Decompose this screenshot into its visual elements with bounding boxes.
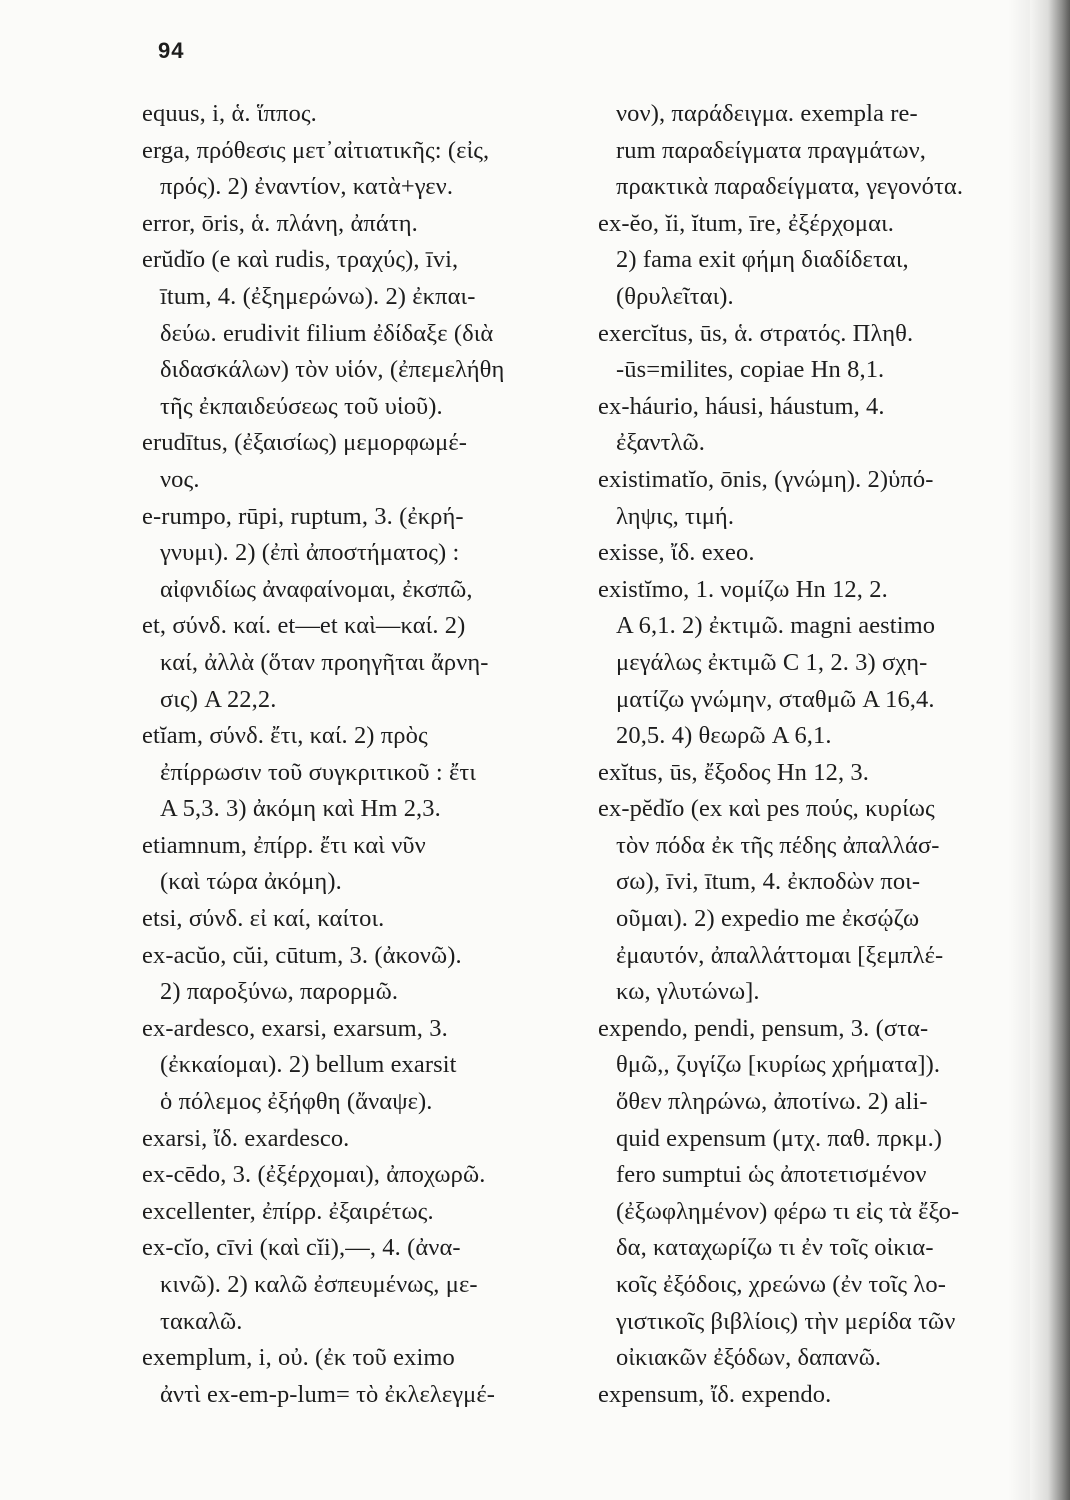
entry-continuation-line (142, 352, 582, 389)
entry-headword-line (142, 608, 582, 645)
line-text: existĭmo, 1. νομίζω Hn 12, 2. (598, 575, 888, 603)
line-text: rum παραδείγματα πραγμάτων, (616, 136, 926, 164)
entry-headword-line (142, 1230, 582, 1267)
entry-continuation-line (142, 682, 582, 719)
line-text: 2) fama exit φήμη διαδίδεται, (616, 246, 909, 274)
line-text: τακαλῶ. (160, 1307, 243, 1335)
line-text: equus, i, ἁ. ἵππος. (142, 100, 317, 127)
entry-continuation-line (598, 1047, 1044, 1084)
entry-continuation-line (142, 974, 582, 1011)
line-text: etĭam, σύνδ. ἔτι, καί. 2) πρὸς (142, 722, 428, 750)
line-text: ex-cĭo, cīvi (καὶ cĭi),—, 4. (ἀνα- (142, 1234, 461, 1262)
entry-continuation-line (598, 1194, 1044, 1231)
entry-headword-line (142, 1121, 582, 1158)
entry-headword-line (598, 572, 1044, 609)
entry-continuation-line (598, 828, 1044, 865)
entry-headword-line (598, 791, 1044, 828)
line-text: οῦμαι). 2) expedio me ἐκσῴζω (616, 905, 920, 933)
entry-headword-line (142, 938, 582, 975)
line-text: (καὶ τώρα ἀκόμη). (160, 868, 342, 896)
line-text: existimatĭo, ōnis, (γνώμη). 2)ὑπό- (598, 465, 934, 493)
line-text: ἐπίρρωσιν τοῦ συγκριτικοῦ : ἔτι (160, 758, 477, 786)
entry-continuation-line (142, 791, 582, 828)
entry-continuation-line (598, 1267, 1044, 1304)
line-text: πρακτικὰ παραδείγματα, γεγονότα. (616, 173, 964, 201)
line-text: ὅθεν πληρώνω, ἀποτίνω. 2) ali- (616, 1088, 928, 1116)
line-text: ἀντὶ ex-em-p-lum= τὸ ἐκλελεγμέ- (160, 1380, 496, 1408)
line-text: ex-ardesco, exarsi, exarsum, 3. (142, 1014, 448, 1042)
right-column (598, 96, 1044, 1413)
line-text: exemplum, i, οὐ. (ἐκ τοῦ eximo (142, 1344, 455, 1372)
line-text: ματίζω γνώμην, σταθμῶ A 16,4. (616, 685, 935, 713)
entry-continuation-line (598, 1304, 1044, 1341)
line-text: e-rumpo, rūpi, ruptum, 3. (ἐκρή- (142, 502, 464, 530)
line-text: exisse, ἴδ. exeo. (598, 539, 755, 567)
line-text: αἰφνιδίως ἀναφαίνομαι, ἐκσπῶ, (160, 575, 473, 603)
line-text: erudītus, (ἐξαισίως) μεμορφωμέ- (142, 429, 467, 457)
entry-continuation-line (142, 279, 582, 316)
line-text: κω, γλυτώνω]. (616, 978, 760, 1006)
line-text: σω), īvi, ītum, 4. ἐκποδὼν ποι- (616, 868, 921, 896)
line-text: expensum, ἴδ. expendo. (598, 1380, 832, 1408)
entry-continuation-line (142, 1047, 582, 1084)
line-text: excellenter, ἐπίρρ. ἐξαιρέτως. (142, 1197, 434, 1225)
line-text: etsi, σύνδ. εἰ καί, καίτοι. (142, 905, 385, 933)
entry-continuation-line (598, 169, 1044, 206)
entry-headword-line (142, 828, 582, 865)
entry-continuation-line (142, 645, 582, 682)
entry-headword-line (142, 499, 582, 536)
line-text: etiamnum, ἐπίρρ. ἔτι καὶ νῦν (142, 831, 426, 859)
line-text: κοῖς ἐξόδοις, χρεώνω (ἐν τοῖς λο- (616, 1271, 946, 1298)
entry-continuation-line (598, 279, 1044, 316)
line-text: διδασκάλων) τὸν υἱόν, (ἐπεμελήθη (160, 356, 505, 384)
line-text: (θρυλεῖται). (616, 282, 734, 310)
entry-continuation-line (598, 938, 1044, 975)
line-text: exercĭtus, ūs, ἁ. στρατός. Πληθ. (598, 319, 914, 347)
entry-headword-line (142, 1011, 582, 1048)
entry-headword-line (598, 462, 1044, 499)
line-text: (ἐξωφλημένον) φέρω τι εἰς τὰ ἔξο- (616, 1197, 960, 1225)
line-text: ex-acŭo, cŭi, cūtum, 3. (ἀκονῶ). (142, 941, 462, 969)
entry-continuation-line (142, 535, 582, 572)
entry-continuation-line (598, 1340, 1044, 1377)
entry-headword-line (142, 718, 582, 755)
line-text: quid expensum (μτχ. παθ. πρκμ.) (616, 1124, 943, 1152)
entry-continuation-line (142, 462, 582, 499)
entry-continuation-line (142, 1304, 582, 1341)
line-text: error, ōris, ἁ. πλάνη, ἀπάτη. (142, 209, 418, 237)
line-text: πρός). 2) ἐναντίον, κατὰ+γεν. (160, 173, 454, 201)
entry-continuation-line (598, 499, 1044, 536)
line-text: νος. (160, 465, 200, 493)
entry-continuation-line (598, 974, 1044, 1011)
line-text: οἰκιακῶν ἐξόδων, δαπανῶ. (616, 1344, 882, 1372)
line-text: νον), παράδειγμα. exempla re- (616, 100, 918, 127)
line-text: θμῶ,, ζυγίζω [κυρίως χρήματα]). (616, 1051, 941, 1079)
line-text: ληψις, τιμή. (616, 502, 735, 530)
entry-continuation-line (598, 1084, 1044, 1121)
entry-headword-line (598, 316, 1044, 353)
line-text: exĭtus, ūs, ἔξοδος Hn 12, 3. (598, 758, 869, 786)
entry-headword-line (142, 1340, 582, 1377)
line-text: σις) A 22,2. (160, 685, 277, 713)
entry-headword-line (142, 1194, 582, 1231)
entry-continuation-line (142, 1084, 582, 1121)
entry-continuation-line (598, 133, 1044, 170)
line-text: τῆς ἐκπαιδεύσεως τοῦ υἱοῦ). (160, 392, 443, 420)
line-text: δεύω. erudivit filium ἐδίδαξε (διὰ (160, 319, 494, 347)
line-text: et, σύνδ. καί. et—et καὶ—καί. 2) (142, 612, 466, 640)
entry-continuation-line (142, 389, 582, 426)
entry-continuation-line (598, 864, 1044, 901)
entry-headword-line (142, 901, 582, 938)
entry-continuation-line (142, 316, 582, 353)
entry-headword-line (598, 389, 1044, 426)
line-text: ex-pĕdĭo (ex καὶ pes πούς, κυρίως (598, 795, 935, 823)
line-text: ἐμαυτόν, ἀπαλλάττομαι [ξεμπλέ- (616, 941, 944, 969)
entry-headword-line (598, 206, 1044, 243)
line-text: erga, πρόθεσις μετ᾿αἰτιατικῆς: (εἰς, (142, 136, 490, 164)
entry-continuation-line (598, 682, 1044, 719)
line-text: μεγάλως ἐκτιμῶ C 1, 2. 3) σχη- (616, 648, 928, 676)
line-text: καί, ἀλλὰ (ὅταν προηγῆται ἄρνη- (160, 648, 489, 676)
entry-continuation-line (598, 1121, 1044, 1158)
entry-continuation-line (598, 901, 1044, 938)
entry-continuation-line (142, 1377, 582, 1414)
line-text: ītum, 4. (ἐξημερώνω). 2) ἐκπαι- (160, 282, 476, 310)
line-text: ex-ĕo, ĭi, ĭtum, īre, ἐξέρχομαι. (598, 209, 894, 237)
line-text: exarsi, ἴδ. exardesco. (142, 1124, 350, 1152)
line-text: ex-cēdo, 3. (ἐξέρχομαι), ἀποχωρῶ. (142, 1161, 486, 1189)
entry-headword-line (142, 206, 582, 243)
entry-headword-line (142, 242, 582, 279)
page-number: 94 (158, 38, 185, 63)
entry-continuation-line (142, 169, 582, 206)
line-text: expendo, pendi, pensum, 3. (στα- (598, 1014, 929, 1042)
line-text: γιστικοῖς βιβλίοις) τὴν μερίδα τῶν (616, 1307, 956, 1335)
line-text: -ūs=milites, copiae Hn 8,1. (616, 356, 885, 384)
line-text: 20,5. 4) θεωρῶ A 6,1. (616, 722, 832, 750)
line-text: A 5,3. 3) ἀκόμη καὶ Hm 2,3. (160, 795, 441, 823)
entry-headword-line (598, 755, 1044, 792)
entry-headword-line (142, 133, 582, 170)
entry-continuation-line (598, 1230, 1044, 1267)
entry-continuation-line (598, 242, 1044, 279)
line-text: A 6,1. 2) ἐκτιμῶ. magni aestimo (616, 612, 936, 640)
line-text: τὸν πόδα ἐκ τῆς πέδης ἀπαλλάσ- (616, 831, 940, 859)
entry-continuation-line (142, 1267, 582, 1304)
line-text: κινῶ). 2) καλῶ ἐσπευμένως, με- (160, 1271, 478, 1298)
entry-continuation-line (598, 96, 1044, 133)
entry-headword-line (142, 1157, 582, 1194)
entry-headword-line (142, 96, 582, 133)
line-text: ἐξαντλῶ. (616, 429, 705, 457)
left-column (142, 96, 582, 1413)
entry-continuation-line (598, 645, 1044, 682)
entry-continuation-line (142, 864, 582, 901)
line-text: δα, καταχωρίζω τι ἐν τοῖς οἰκια- (616, 1234, 934, 1262)
entry-headword-line (142, 425, 582, 462)
line-text: ὁ πόλεμος ἐξήφθη (ἄναψε). (160, 1088, 433, 1116)
line-text: (ἐκκαίομαι). 2) bellum exarsit (160, 1051, 457, 1079)
entry-continuation-line (598, 425, 1044, 462)
entry-headword-line (598, 535, 1044, 572)
entry-continuation-line (598, 1157, 1044, 1194)
line-text: 2) παροξύνω, παρορμῶ. (160, 978, 399, 1006)
entry-headword-line (598, 1377, 1044, 1414)
entry-continuation-line (142, 572, 582, 609)
line-text: ex-háurio, háusi, háustum, 4. (598, 392, 885, 420)
entry-headword-line (598, 1011, 1044, 1048)
line-text: erŭdĭo (e καὶ rudis, τραχύς), īvi, (142, 246, 459, 274)
entry-continuation-line (598, 718, 1044, 755)
entry-continuation-line (598, 352, 1044, 389)
entry-continuation-line (598, 608, 1044, 645)
line-text: γνυμι). 2) (ἐπὶ ἀποστήματος) : (160, 539, 460, 567)
line-text: fero sumptui ὡς ἀποτετισμένον (616, 1161, 927, 1189)
entry-continuation-line (142, 755, 582, 792)
